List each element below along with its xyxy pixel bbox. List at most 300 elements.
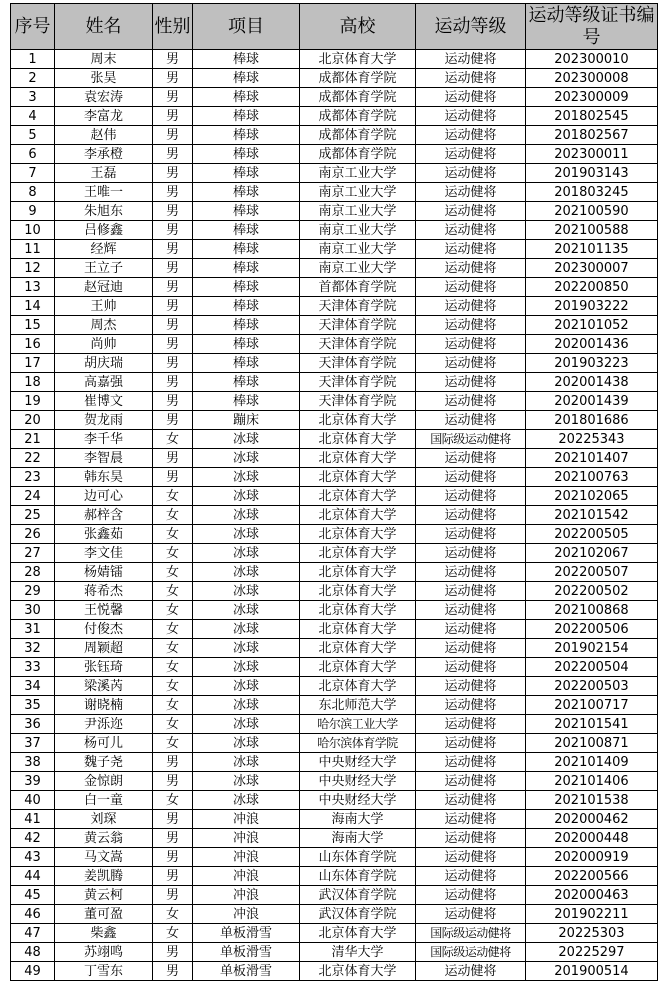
cell-gender: 女 (153, 677, 193, 696)
cell-index: 28 (11, 563, 55, 582)
cell-sport: 冰球 (193, 430, 300, 449)
cell-gender: 女 (153, 924, 193, 943)
cell-university: 山东体育学院 (300, 848, 416, 867)
cell-level: 运动健将 (416, 620, 526, 639)
cell-certificate-number: 201903222 (526, 297, 658, 316)
cell-index: 43 (11, 848, 55, 867)
cell-sport: 冰球 (193, 734, 300, 753)
cell-sport: 冲浪 (193, 829, 300, 848)
cell-certificate-number: 202101407 (526, 449, 658, 468)
athlete-table (10, 3, 658, 981)
cell-index: 20 (11, 411, 55, 430)
cell-certificate-number: 202102067 (526, 544, 658, 563)
cell-gender: 男 (153, 164, 193, 183)
cell-level: 运动健将 (416, 88, 526, 107)
cell-index: 5 (11, 126, 55, 145)
cell-index: 7 (11, 164, 55, 183)
cell-sport: 棒球 (193, 145, 300, 164)
cell-level: 运动健将 (416, 221, 526, 240)
cell-name: 李智晨 (55, 449, 153, 468)
cell-level: 运动健将 (416, 487, 526, 506)
cell-university: 北京体育大学 (300, 601, 416, 620)
cell-level: 运动健将 (416, 829, 526, 848)
cell-university: 北京体育大学 (300, 50, 416, 69)
cell-certificate-number: 202100868 (526, 601, 658, 620)
cell-sport: 冰球 (193, 715, 300, 734)
table-row (11, 677, 658, 696)
cell-level: 运动健将 (416, 297, 526, 316)
cell-university: 成都体育学院 (300, 126, 416, 145)
cell-certificate-number: 202101538 (526, 791, 658, 810)
cell-university: 成都体育学院 (300, 69, 416, 88)
table-row (11, 126, 658, 145)
cell-university: 北京体育大学 (300, 962, 416, 981)
table-header (11, 4, 658, 50)
cell-level: 运动健将 (416, 69, 526, 88)
cell-gender: 男 (153, 221, 193, 240)
cell-university: 北京体育大学 (300, 525, 416, 544)
cell-level: 运动健将 (416, 240, 526, 259)
cell-name: 付俊杰 (55, 620, 153, 639)
table-row (11, 107, 658, 126)
cell-name: 董可盈 (55, 905, 153, 924)
cell-name: 黄云翁 (55, 829, 153, 848)
cell-index: 25 (11, 506, 55, 525)
cell-gender: 男 (153, 943, 193, 962)
cell-name: 李承橙 (55, 145, 153, 164)
cell-certificate-number: 201903223 (526, 354, 658, 373)
cell-gender: 男 (153, 183, 193, 202)
table-row (11, 449, 658, 468)
cell-gender: 男 (153, 772, 193, 791)
cell-university: 天津体育学院 (300, 392, 416, 411)
cell-sport: 蹦床 (193, 411, 300, 430)
cell-index: 8 (11, 183, 55, 202)
cell-university: 中央财经大学 (300, 791, 416, 810)
cell-university: 北京体育大学 (300, 487, 416, 506)
cell-name: 苏翊鸣 (55, 943, 153, 962)
cell-level: 运动健将 (416, 335, 526, 354)
cell-certificate-number: 202200505 (526, 525, 658, 544)
cell-index: 34 (11, 677, 55, 696)
cell-gender: 男 (153, 297, 193, 316)
cell-name: 马文嵩 (55, 848, 153, 867)
cell-sport: 棒球 (193, 335, 300, 354)
cell-sport: 冰球 (193, 506, 300, 525)
header-level: 运动等级 (416, 4, 526, 50)
cell-name: 尹泺迩 (55, 715, 153, 734)
cell-index: 47 (11, 924, 55, 943)
cell-level: 运动健将 (416, 183, 526, 202)
cell-name: 梁溪芮 (55, 677, 153, 696)
cell-gender: 男 (153, 88, 193, 107)
table-row (11, 297, 658, 316)
table-row (11, 905, 658, 924)
table-row (11, 582, 658, 601)
cell-name: 王磊 (55, 164, 153, 183)
cell-certificate-number: 202102065 (526, 487, 658, 506)
cell-level: 运动健将 (416, 373, 526, 392)
cell-index: 36 (11, 715, 55, 734)
cell-level: 运动健将 (416, 202, 526, 221)
cell-index: 11 (11, 240, 55, 259)
cell-sport: 冰球 (193, 563, 300, 582)
cell-gender: 女 (153, 582, 193, 601)
cell-index: 45 (11, 886, 55, 905)
table-row (11, 468, 658, 487)
cell-name: 白一童 (55, 791, 153, 810)
cell-gender: 女 (153, 905, 193, 924)
header-row (11, 4, 658, 50)
table-row (11, 544, 658, 563)
cell-level: 运动健将 (416, 278, 526, 297)
cell-index: 46 (11, 905, 55, 924)
cell-certificate-number: 202300011 (526, 145, 658, 164)
cell-index: 15 (11, 316, 55, 335)
header-name: 姓名 (55, 4, 153, 50)
cell-level: 国际级运动健将 (416, 430, 526, 449)
cell-gender: 男 (153, 848, 193, 867)
cell-level: 运动健将 (416, 715, 526, 734)
cell-certificate-number: 201902154 (526, 639, 658, 658)
cell-name: 吕修鑫 (55, 221, 153, 240)
cell-sport: 棒球 (193, 221, 300, 240)
cell-sport: 冰球 (193, 487, 300, 506)
cell-sport: 棒球 (193, 183, 300, 202)
cell-university: 成都体育学院 (300, 145, 416, 164)
cell-sport: 冰球 (193, 791, 300, 810)
cell-certificate-number: 202101406 (526, 772, 658, 791)
cell-sport: 棒球 (193, 88, 300, 107)
cell-certificate-number: 202101052 (526, 316, 658, 335)
cell-university: 南京工业大学 (300, 259, 416, 278)
cell-gender: 男 (153, 829, 193, 848)
cell-certificate-number: 202101542 (526, 506, 658, 525)
cell-gender: 男 (153, 354, 193, 373)
cell-university: 北京体育大学 (300, 639, 416, 658)
cell-sport: 冰球 (193, 601, 300, 620)
cell-level: 运动健将 (416, 734, 526, 753)
table-row (11, 506, 658, 525)
table-row (11, 316, 658, 335)
cell-certificate-number: 202200503 (526, 677, 658, 696)
cell-certificate-number: 202300010 (526, 50, 658, 69)
cell-gender: 男 (153, 335, 193, 354)
table-row (11, 563, 658, 582)
cell-sport: 冲浪 (193, 886, 300, 905)
cell-level: 运动健将 (416, 126, 526, 145)
cell-certificate-number: 202100763 (526, 468, 658, 487)
table-row (11, 867, 658, 886)
cell-level: 运动健将 (416, 639, 526, 658)
cell-level: 运动健将 (416, 905, 526, 924)
table-row (11, 791, 658, 810)
cell-gender: 男 (153, 278, 193, 297)
cell-level: 运动健将 (416, 601, 526, 620)
header-index: 序号 (11, 4, 55, 50)
header-university: 高校 (300, 4, 416, 50)
cell-sport: 冰球 (193, 677, 300, 696)
cell-name: 周末 (55, 50, 153, 69)
cell-certificate-number: 202001439 (526, 392, 658, 411)
cell-gender: 男 (153, 202, 193, 221)
table-row (11, 240, 658, 259)
cell-index: 3 (11, 88, 55, 107)
cell-university: 北京体育大学 (300, 582, 416, 601)
cell-index: 27 (11, 544, 55, 563)
table-row (11, 183, 658, 202)
cell-name: 李文佳 (55, 544, 153, 563)
cell-gender: 男 (153, 145, 193, 164)
cell-gender: 男 (153, 107, 193, 126)
cell-name: 王唯一 (55, 183, 153, 202)
cell-sport: 棒球 (193, 126, 300, 145)
table-row (11, 886, 658, 905)
cell-university: 天津体育学院 (300, 335, 416, 354)
cell-level: 运动健将 (416, 107, 526, 126)
cell-gender: 男 (153, 240, 193, 259)
cell-index: 41 (11, 810, 55, 829)
table-row (11, 335, 658, 354)
table-row (11, 924, 658, 943)
cell-university: 山东体育学院 (300, 867, 416, 886)
table-row (11, 373, 658, 392)
cell-university: 武汉体育学院 (300, 886, 416, 905)
cell-university: 武汉体育学院 (300, 905, 416, 924)
cell-name: 赵冠迪 (55, 278, 153, 297)
cell-index: 18 (11, 373, 55, 392)
cell-gender: 男 (153, 373, 193, 392)
cell-index: 14 (11, 297, 55, 316)
cell-sport: 冰球 (193, 468, 300, 487)
table-row (11, 810, 658, 829)
cell-sport: 棒球 (193, 373, 300, 392)
cell-name: 谢晓楠 (55, 696, 153, 715)
cell-index: 39 (11, 772, 55, 791)
cell-level: 运动健将 (416, 848, 526, 867)
cell-index: 32 (11, 639, 55, 658)
table-row (11, 411, 658, 430)
cell-level: 运动健将 (416, 468, 526, 487)
cell-sport: 冰球 (193, 544, 300, 563)
cell-level: 运动健将 (416, 164, 526, 183)
cell-certificate-number: 201902211 (526, 905, 658, 924)
cell-index: 24 (11, 487, 55, 506)
cell-certificate-number: 202001436 (526, 335, 658, 354)
cell-gender: 女 (153, 525, 193, 544)
cell-level: 国际级运动健将 (416, 924, 526, 943)
cell-index: 38 (11, 753, 55, 772)
cell-university: 天津体育学院 (300, 297, 416, 316)
cell-index: 40 (11, 791, 55, 810)
cell-certificate-number: 202000919 (526, 848, 658, 867)
cell-index: 44 (11, 867, 55, 886)
cell-university: 北京体育大学 (300, 411, 416, 430)
cell-university: 天津体育学院 (300, 316, 416, 335)
cell-university: 南京工业大学 (300, 221, 416, 240)
cell-index: 22 (11, 449, 55, 468)
cell-name: 朱旭东 (55, 202, 153, 221)
cell-index: 12 (11, 259, 55, 278)
cell-name: 金惊朗 (55, 772, 153, 791)
cell-level: 运动健将 (416, 506, 526, 525)
table-row (11, 50, 658, 69)
cell-gender: 女 (153, 601, 193, 620)
cell-certificate-number: 202200850 (526, 278, 658, 297)
cell-gender: 女 (153, 506, 193, 525)
cell-university: 东北师范大学 (300, 696, 416, 715)
cell-sport: 冰球 (193, 753, 300, 772)
cell-level: 运动健将 (416, 658, 526, 677)
cell-university: 海南大学 (300, 810, 416, 829)
cell-name: 高嘉强 (55, 373, 153, 392)
cell-name: 杨可儿 (55, 734, 153, 753)
cell-gender: 女 (153, 620, 193, 639)
cell-index: 49 (11, 962, 55, 981)
table-row (11, 430, 658, 449)
cell-university: 天津体育学院 (300, 354, 416, 373)
header-gender: 性别 (153, 4, 193, 50)
cell-university: 海南大学 (300, 829, 416, 848)
cell-level: 国际级运动健将 (416, 943, 526, 962)
table-row (11, 88, 658, 107)
cell-university: 成都体育学院 (300, 88, 416, 107)
table-row (11, 525, 658, 544)
cell-name: 张钰琦 (55, 658, 153, 677)
cell-gender: 男 (153, 392, 193, 411)
cell-level: 运动健将 (416, 582, 526, 601)
cell-index: 42 (11, 829, 55, 848)
cell-university: 北京体育大学 (300, 677, 416, 696)
cell-name: 李千华 (55, 430, 153, 449)
cell-sport: 棒球 (193, 392, 300, 411)
cell-index: 17 (11, 354, 55, 373)
cell-name: 张鑫茹 (55, 525, 153, 544)
cell-level: 运动健将 (416, 354, 526, 373)
cell-certificate-number: 202100717 (526, 696, 658, 715)
cell-sport: 棒球 (193, 107, 300, 126)
cell-level: 运动健将 (416, 316, 526, 335)
table-row (11, 658, 658, 677)
cell-name: 贺龙雨 (55, 411, 153, 430)
cell-university: 哈尔滨体育学院 (300, 734, 416, 753)
table-row (11, 734, 658, 753)
cell-sport: 棒球 (193, 50, 300, 69)
cell-certificate-number: 201803245 (526, 183, 658, 202)
table-row (11, 145, 658, 164)
cell-sport: 冰球 (193, 772, 300, 791)
cell-index: 33 (11, 658, 55, 677)
cell-university: 南京工业大学 (300, 240, 416, 259)
table-row (11, 943, 658, 962)
cell-certificate-number: 202101135 (526, 240, 658, 259)
cell-certificate-number: 202200507 (526, 563, 658, 582)
cell-index: 6 (11, 145, 55, 164)
cell-level: 运动健将 (416, 544, 526, 563)
cell-sport: 冲浪 (193, 848, 300, 867)
cell-certificate-number: 202000463 (526, 886, 658, 905)
cell-sport: 棒球 (193, 202, 300, 221)
cell-level: 运动健将 (416, 753, 526, 772)
cell-name: 周颖超 (55, 639, 153, 658)
cell-certificate-number: 201801686 (526, 411, 658, 430)
header-sport: 项目 (193, 4, 300, 50)
cell-level: 运动健将 (416, 145, 526, 164)
cell-name: 张昊 (55, 69, 153, 88)
cell-name: 刘琛 (55, 810, 153, 829)
cell-level: 运动健将 (416, 696, 526, 715)
cell-sport: 冲浪 (193, 905, 300, 924)
cell-certificate-number: 202100588 (526, 221, 658, 240)
cell-index: 16 (11, 335, 55, 354)
cell-gender: 女 (153, 544, 193, 563)
table-row (11, 278, 658, 297)
cell-certificate-number: 202300008 (526, 69, 658, 88)
cell-name: 周杰 (55, 316, 153, 335)
cell-index: 21 (11, 430, 55, 449)
cell-gender: 男 (153, 316, 193, 335)
cell-sport: 棒球 (193, 164, 300, 183)
cell-name: 王悦馨 (55, 601, 153, 620)
cell-sport: 棒球 (193, 354, 300, 373)
table-row (11, 487, 658, 506)
cell-gender: 男 (153, 886, 193, 905)
cell-gender: 男 (153, 449, 193, 468)
cell-university: 南京工业大学 (300, 164, 416, 183)
cell-sport: 冲浪 (193, 810, 300, 829)
cell-gender: 女 (153, 696, 193, 715)
cell-gender: 女 (153, 430, 193, 449)
cell-level: 运动健将 (416, 962, 526, 981)
cell-index: 1 (11, 50, 55, 69)
cell-level: 运动健将 (416, 411, 526, 430)
cell-certificate-number: 202100590 (526, 202, 658, 221)
header-certificate-number: 运动等级证书编号 (526, 4, 658, 50)
table-row (11, 164, 658, 183)
cell-certificate-number: 202100871 (526, 734, 658, 753)
cell-index: 4 (11, 107, 55, 126)
cell-level: 运动健将 (416, 791, 526, 810)
cell-sport: 棒球 (193, 240, 300, 259)
cell-university: 北京体育大学 (300, 449, 416, 468)
cell-gender: 女 (153, 715, 193, 734)
cell-certificate-number: 202200504 (526, 658, 658, 677)
cell-gender: 男 (153, 126, 193, 145)
cell-name: 崔博文 (55, 392, 153, 411)
cell-university: 北京体育大学 (300, 544, 416, 563)
cell-certificate-number: 202300007 (526, 259, 658, 278)
table-row (11, 392, 658, 411)
cell-level: 运动健将 (416, 449, 526, 468)
cell-index: 35 (11, 696, 55, 715)
cell-level: 运动健将 (416, 867, 526, 886)
cell-level: 运动健将 (416, 677, 526, 696)
cell-index: 29 (11, 582, 55, 601)
cell-level: 运动健将 (416, 392, 526, 411)
cell-gender: 女 (153, 791, 193, 810)
cell-university: 北京体育大学 (300, 924, 416, 943)
cell-university: 北京体育大学 (300, 620, 416, 639)
cell-name: 杨婧镭 (55, 563, 153, 582)
cell-sport: 冰球 (193, 639, 300, 658)
cell-sport: 冰球 (193, 658, 300, 677)
cell-index: 30 (11, 601, 55, 620)
cell-level: 运动健将 (416, 259, 526, 278)
cell-name: 袁宏涛 (55, 88, 153, 107)
cell-university: 北京体育大学 (300, 430, 416, 449)
cell-index: 37 (11, 734, 55, 753)
table-row (11, 354, 658, 373)
